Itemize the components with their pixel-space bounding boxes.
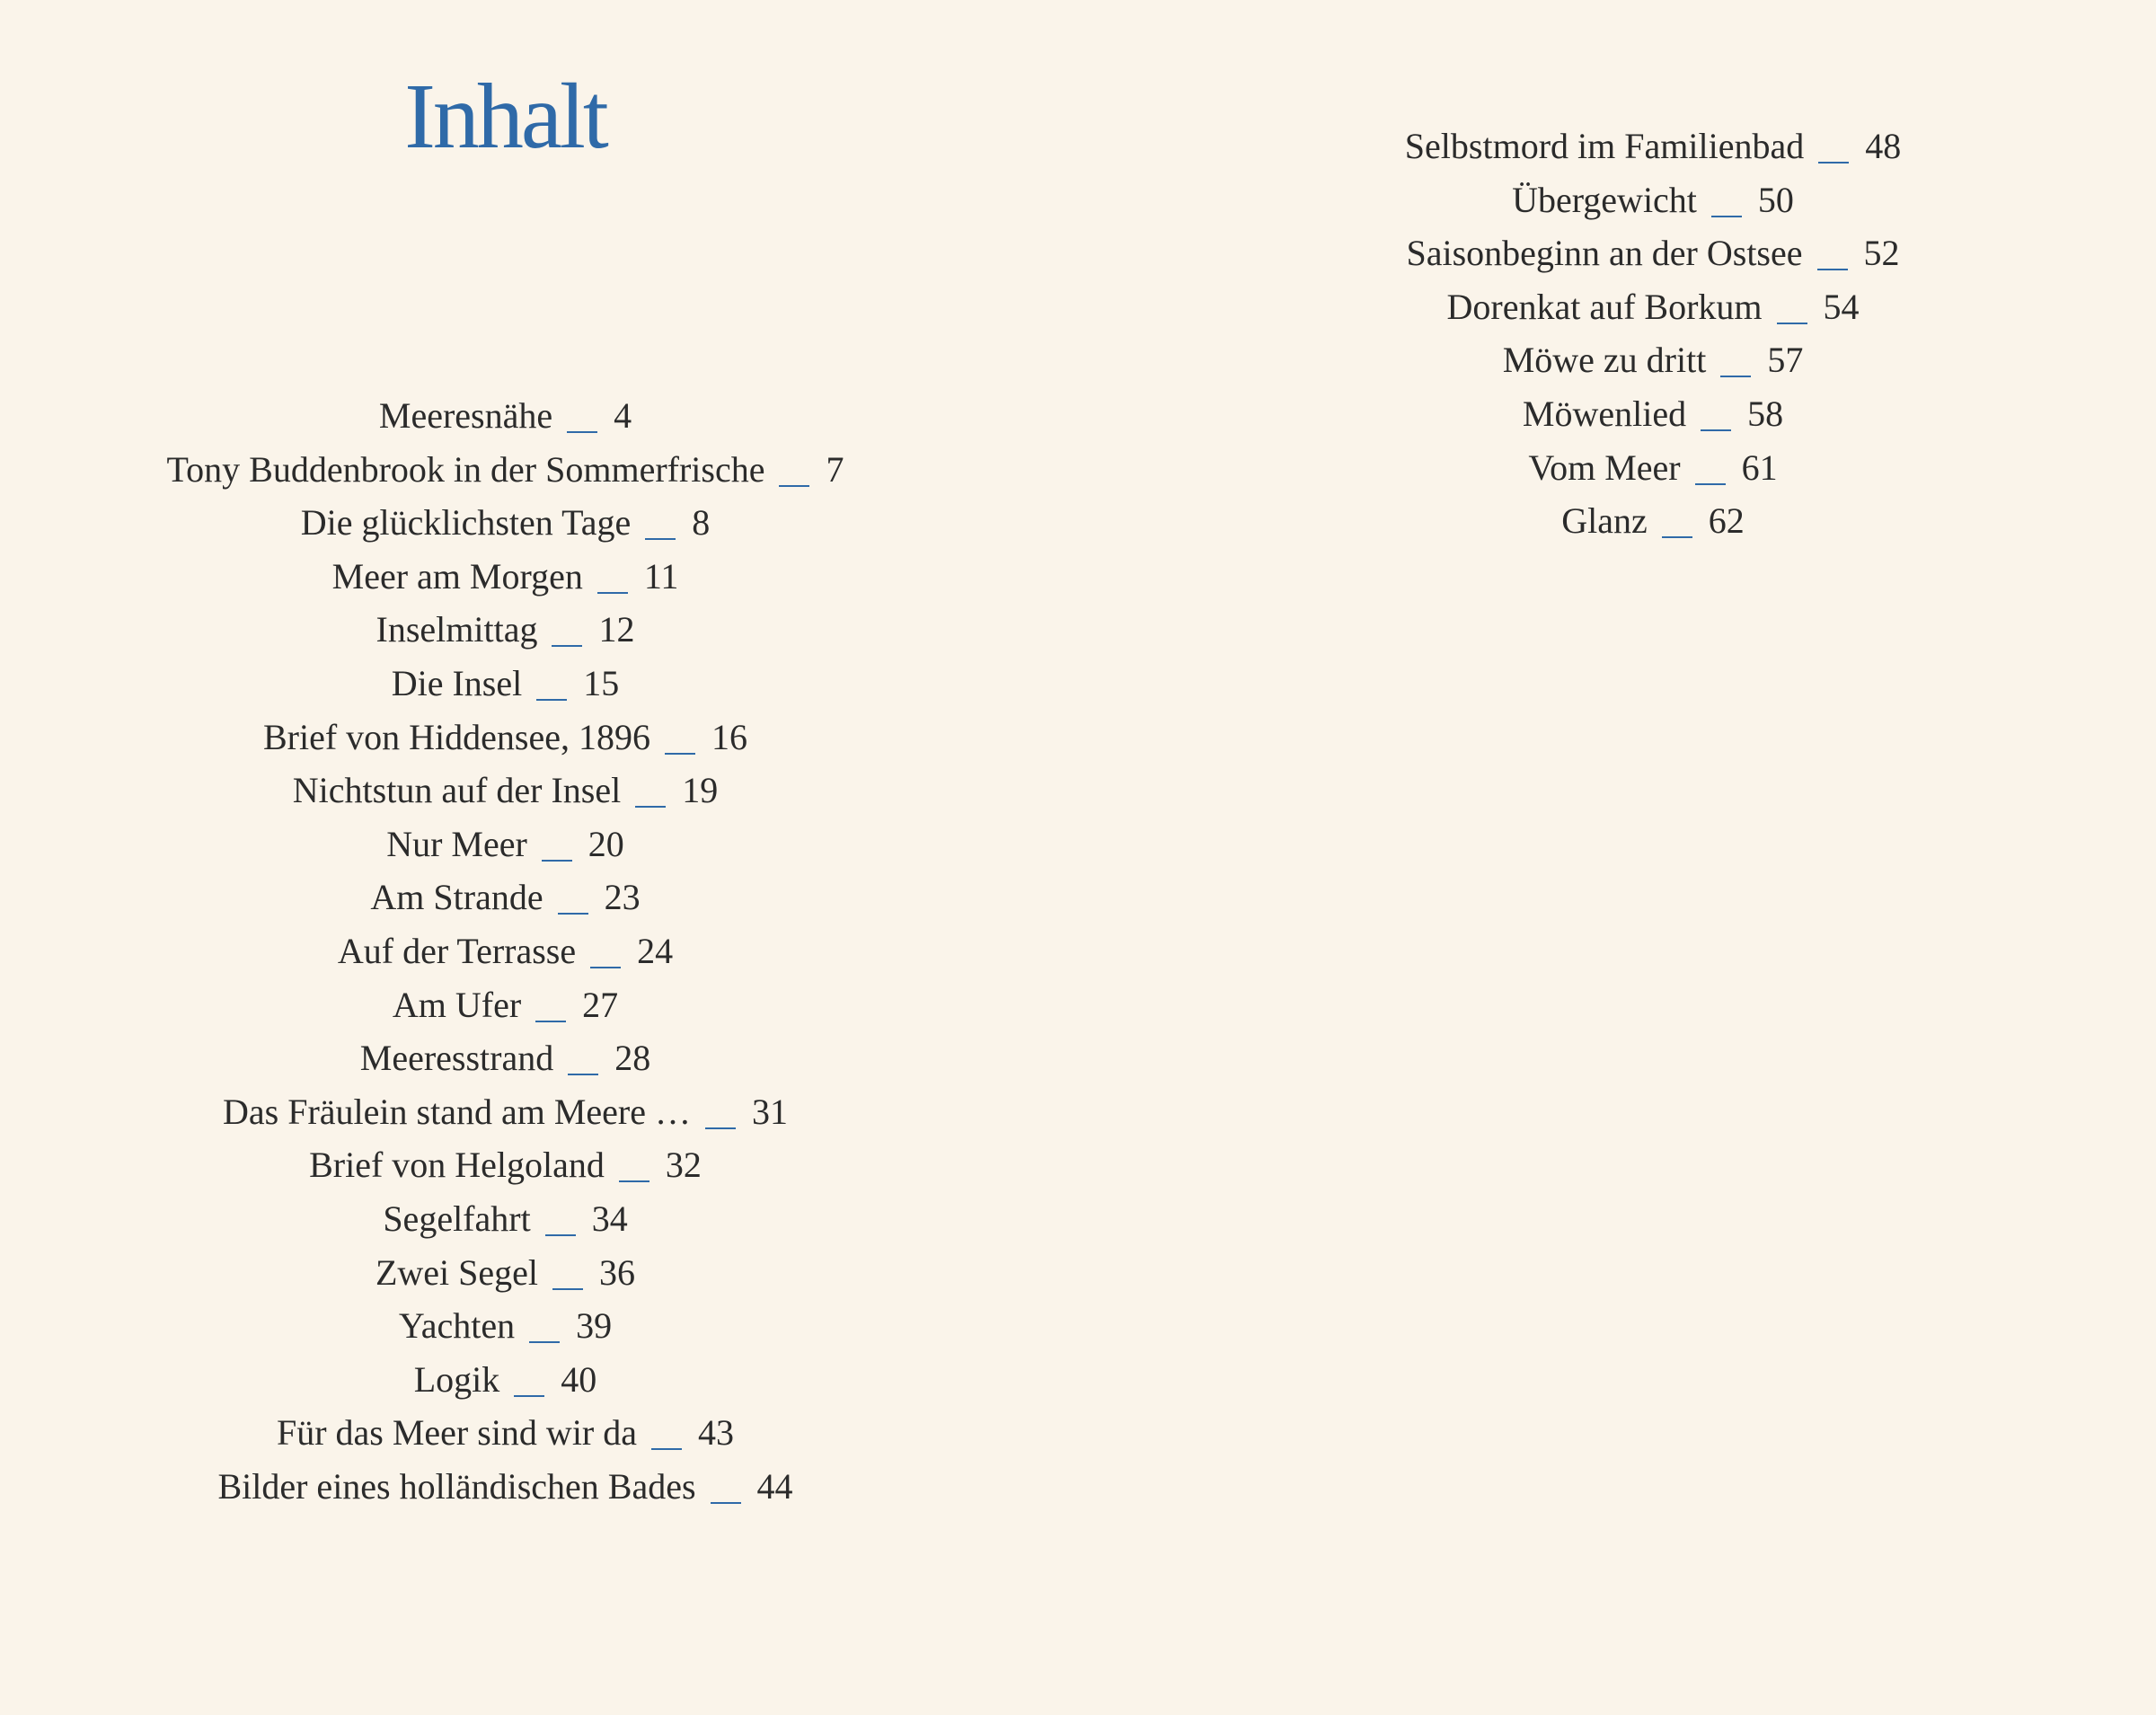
toc-entry-page: 4: [614, 395, 632, 436]
toc-left-column: [0, 389, 1011, 1513]
toc-entry[interactable]: [0, 1460, 1011, 1514]
dash-separator: [645, 538, 676, 540]
toc-entry-page: 39: [576, 1305, 613, 1347]
toc-entry-title: Nur Meer: [386, 823, 527, 864]
toc-entry[interactable]: [0, 657, 1011, 711]
toc-entry-title: Die Insel: [391, 662, 523, 703]
dash-separator: [779, 485, 809, 487]
toc-entry[interactable]: [0, 1299, 1011, 1353]
toc-right-column: [1258, 119, 2048, 548]
toc-entry[interactable]: [0, 871, 1011, 924]
toc-entry-page: 54: [1823, 286, 1860, 327]
dash-separator: [568, 1074, 598, 1075]
dash-separator: [1662, 536, 1692, 538]
toc-entry[interactable]: [0, 496, 1011, 550]
toc-entry[interactable]: [1258, 173, 2048, 227]
toc-entry[interactable]: [1258, 333, 2048, 387]
toc-entry[interactable]: [0, 1406, 1011, 1460]
toc-entry-title: Das Fräulein stand am Meere …: [223, 1091, 691, 1132]
toc-entry[interactable]: [0, 389, 1011, 443]
toc-entry-page: 19: [682, 770, 719, 811]
toc-entry-title: Segelfahrt: [383, 1198, 531, 1239]
dash-separator: [705, 1127, 736, 1129]
toc-entry-page: 50: [1757, 179, 1794, 220]
dash-separator: [536, 699, 567, 701]
dash-separator: [1695, 483, 1726, 485]
dash-separator: [597, 592, 628, 594]
dash-separator: [635, 806, 666, 808]
dash-separator: [1711, 216, 1742, 217]
toc-entry[interactable]: [0, 603, 1011, 657]
toc-entry[interactable]: [1258, 280, 2048, 334]
toc-entry-page: 57: [1767, 340, 1804, 381]
toc-entry-title: Logik: [413, 1358, 500, 1400]
dash-separator: [590, 967, 621, 968]
toc-entry[interactable]: [1258, 387, 2048, 441]
dash-separator: [567, 431, 597, 433]
toc-entry-page: 12: [598, 609, 635, 650]
toc-entry-title: Nichtstun auf der Insel: [292, 770, 622, 811]
toc-entry-title: Yachten: [398, 1305, 516, 1347]
dash-separator: [1777, 323, 1807, 324]
toc-entry-page: 11: [643, 555, 679, 597]
dash-separator: [1701, 429, 1731, 431]
toc-entry-page: 24: [637, 930, 674, 971]
toc-entry-page: 8: [692, 502, 711, 544]
toc-entry[interactable]: [0, 924, 1011, 978]
toc-entry-title: Übergewicht: [1512, 179, 1697, 220]
toc-entry-title: Zwei Segel: [375, 1251, 539, 1293]
toc-entry-title: Möwenlied: [1522, 393, 1687, 434]
toc-entry-page: 15: [583, 662, 620, 703]
toc-entry-page: 28: [614, 1038, 651, 1079]
toc-entry-title: Bilder eines holländischen Bades: [217, 1465, 696, 1507]
dash-separator: [535, 1021, 566, 1022]
toc-entry-title: Meeresstrand: [359, 1038, 554, 1079]
dash-separator: [1817, 269, 1848, 270]
toc-entry-page: 48: [1865, 126, 1902, 166]
toc-entry[interactable]: [0, 711, 1011, 765]
toc-entry[interactable]: [0, 818, 1011, 871]
toc-entry-title: Brief von Helgoland: [309, 1145, 605, 1186]
toc-entry[interactable]: [0, 978, 1011, 1032]
toc-entry[interactable]: [1258, 441, 2048, 495]
toc-entry[interactable]: [0, 1031, 1011, 1085]
toc-entry-title: Vom Meer: [1528, 446, 1681, 488]
toc-entry-page: 20: [588, 823, 624, 864]
toc-entry[interactable]: [0, 1192, 1011, 1246]
toc-entry[interactable]: [0, 443, 1011, 497]
toc-entry[interactable]: [0, 1246, 1011, 1300]
dash-separator: [529, 1341, 560, 1343]
toc-entry[interactable]: [1258, 494, 2048, 548]
toc-entry-title: Saisonbeginn an der Ostsee: [1406, 233, 1803, 274]
toc-entry-page: 61: [1741, 446, 1778, 488]
toc-entry-page: 34: [591, 1198, 628, 1239]
toc-entry[interactable]: [0, 1353, 1011, 1407]
toc-entry-title: Auf der Terrasse: [337, 930, 577, 971]
dash-separator: [1818, 162, 1849, 164]
toc-entry[interactable]: [0, 764, 1011, 818]
toc-entry-page: 36: [599, 1251, 636, 1293]
toc-entry-title: Für das Meer sind wir da: [276, 1412, 638, 1454]
toc-entry-title: Inselmittag: [376, 609, 538, 650]
toc-entry-page: 16: [711, 716, 747, 757]
dash-separator: [552, 645, 582, 647]
toc-entry-title: Glanz: [1561, 500, 1648, 542]
dash-separator: [619, 1180, 649, 1182]
dash-separator: [542, 860, 572, 862]
dash-separator: [1720, 376, 1751, 377]
toc-entry-title: Möwe zu dritt: [1502, 340, 1707, 381]
toc-entry[interactable]: [1258, 119, 2048, 173]
toc-entry[interactable]: [0, 1138, 1011, 1192]
dash-separator: [711, 1502, 741, 1504]
toc-entry-title: Tony Buddenbrook in der Sommerfrische: [166, 448, 765, 490]
toc-entry[interactable]: [0, 550, 1011, 604]
toc-entry-title: Die glücklichsten Tage: [300, 502, 632, 544]
toc-entry-title: Am Strande: [370, 877, 543, 918]
toc-entry-title: Meer am Morgen: [331, 555, 583, 597]
toc-entry-title: Brief von Hiddensee, 1896: [262, 716, 650, 757]
toc-entry-page: 43: [698, 1412, 735, 1454]
toc-entry-title: Dorenkat auf Borkum: [1446, 286, 1763, 327]
dash-separator: [665, 753, 695, 755]
toc-entry-page: 40: [561, 1358, 597, 1400]
toc-entry-title: Selbstmord im Familienbad: [1404, 126, 1805, 166]
dash-separator: [545, 1234, 576, 1236]
toc-entry-page: 23: [604, 877, 641, 918]
toc-entry-page: 31: [751, 1091, 788, 1132]
toc-entry-page: 44: [756, 1465, 793, 1507]
toc-entry-page: 52: [1863, 233, 1900, 274]
toc-entry-page: 32: [665, 1145, 702, 1186]
dash-separator: [552, 1288, 583, 1290]
toc-entry-page: 62: [1708, 500, 1745, 542]
toc-entry-title: Meeresnähe: [378, 395, 553, 436]
dash-separator: [558, 913, 588, 915]
toc-entry-page: 58: [1747, 393, 1784, 434]
dash-separator: [514, 1395, 544, 1397]
dash-separator: [651, 1448, 682, 1450]
toc-entry[interactable]: [0, 1085, 1011, 1139]
toc-entry-page: 7: [826, 448, 844, 490]
page-title: Inhalt: [404, 65, 606, 168]
toc-entry-page: 27: [582, 984, 619, 1025]
toc-entry[interactable]: [1258, 226, 2048, 280]
toc-entry-title: Am Ufer: [392, 984, 522, 1025]
